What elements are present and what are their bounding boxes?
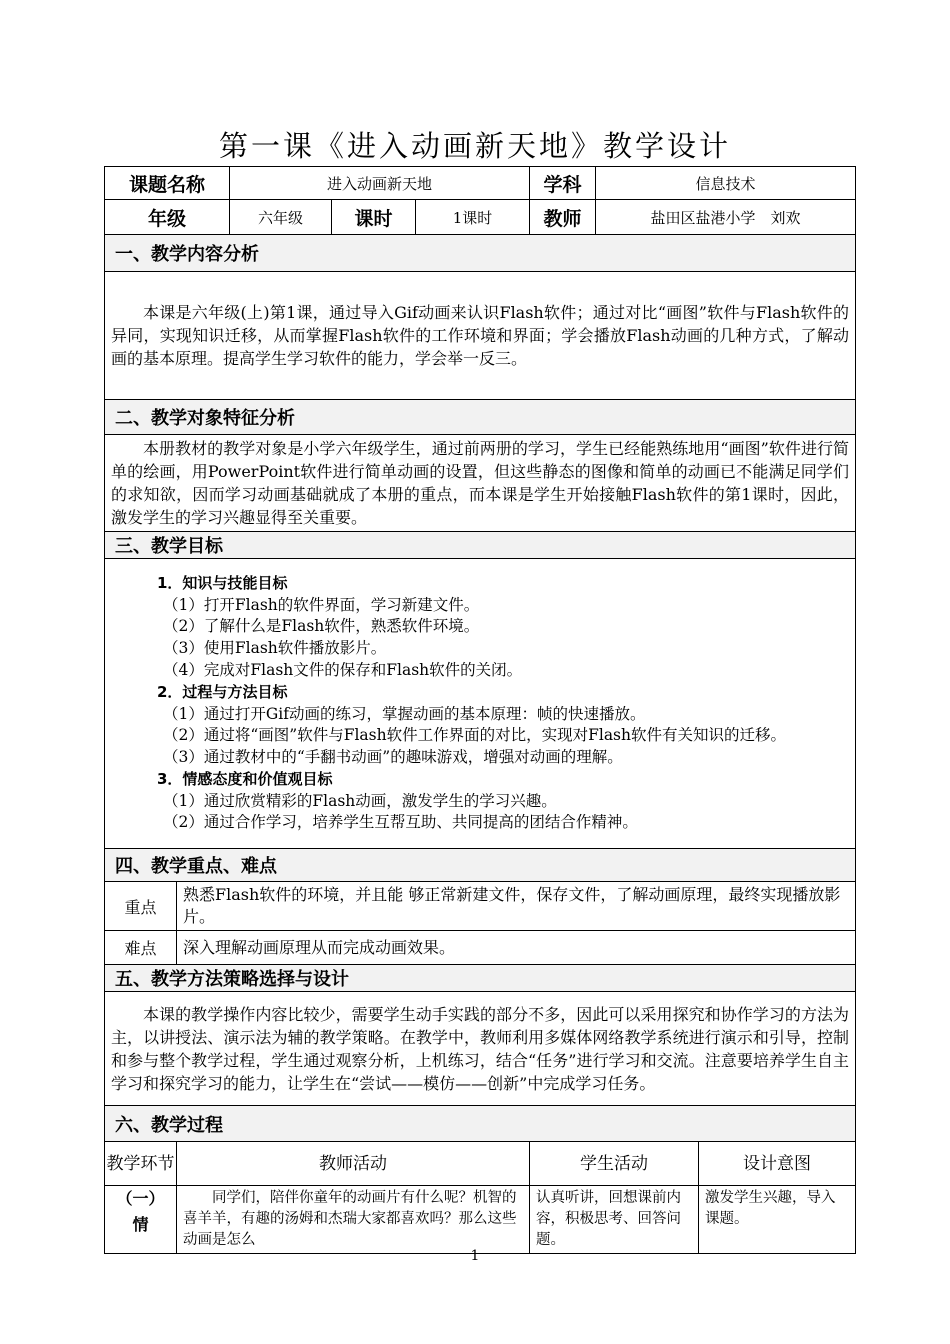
lesson-plan-table xyxy=(104,166,856,1254)
process-col-stage: 教学环节 xyxy=(105,1142,177,1186)
objectives-list xyxy=(105,559,856,849)
page-number: 1 xyxy=(470,1248,480,1264)
objective-item: （1）通过打开Gif动画的练习，掌握动画的基本原理：帧的快速播放。 xyxy=(163,704,646,723)
process-stage-name: 情 xyxy=(132,1215,149,1234)
content-analysis-paragraph: 本课是六年级(上)第1课，通过导入Gif动画来认识Flash软件；通过对比“画图”软件与Flash软件的异同，实现知识迁移，从而掌握Flash软件的工作环境和界面；学会播放Flash动画的几种方式，了解动画的基本原理。提高学生学习软件的能力，学会举一反三。 xyxy=(111,303,850,368)
objective-item: （1）通过欣赏精彩的Flash动画，激发学生的学习兴趣。 xyxy=(163,791,557,810)
section-heading-content-analysis: 一、教学内容分析 xyxy=(105,235,856,272)
objective-item: （2）通过将“画图”软件与Flash软件工作界面的对比，实现对Flash软件有关知识的迁移。 xyxy=(163,726,786,745)
objective-group-title: 2．过程与方法目标 xyxy=(157,682,288,701)
objective-item: （4）完成对Flash文件的保存和Flash软件的关闭。 xyxy=(163,660,523,679)
topic-label: 课题名称 xyxy=(105,167,230,200)
objective-group-title: 1．知识与技能目标 xyxy=(157,573,288,592)
process-stage-cell xyxy=(105,1186,177,1254)
objective-item: （1）打开Flash的软件界面，学习新建文件。 xyxy=(163,595,480,614)
section-heading-methods: 五、教学方法策略选择与设计 xyxy=(105,965,856,992)
process-design-intent: 激发学生兴趣，导入课题。 xyxy=(699,1186,856,1254)
difficulty-text: 深入理解动画原理从而完成动画效果。 xyxy=(177,931,856,965)
section-heading-objectives: 三、教学目标 xyxy=(105,532,856,559)
teacher-label: 教师 xyxy=(530,200,596,235)
hours-label: 课时 xyxy=(332,200,416,235)
objective-item: （3）使用Flash软件播放影片。 xyxy=(163,639,387,658)
teacher-value: 盐田区盐港小学 刘欢 xyxy=(596,200,856,235)
objective-item: （2）了解什么是Flash软件，熟悉软件环境。 xyxy=(163,617,480,636)
document-title: 第一课《进入动画新天地》教学设计 xyxy=(218,129,731,163)
key-point-label: 重点 xyxy=(105,882,177,931)
process-col-intent: 设计意图 xyxy=(699,1142,856,1186)
learner-analysis-paragraph: 本册教材的教学对象是小学六年级学生，通过前两册的学习，学生已经能熟练地用“画图”软件进行简单的绘画，用PowerPoint软件进行简单动画的设置，但这些静态的图像和简单的动画已不能满足同学们的求知欲，因而学习动画基础就成了本册的重点，而本课是学生开始接触Flash软件的第1课时，因此，激发学生的学习兴趣显得至关重要。 xyxy=(111,439,850,527)
topic-value: 进入动画新天地 xyxy=(230,167,530,200)
section-heading-process: 六、教学过程 xyxy=(105,1106,856,1142)
process-student-activity: 认真听讲，回想课前内容，积极思考、回答问题。 xyxy=(530,1186,699,1254)
difficulty-label: 难点 xyxy=(105,931,177,965)
section-heading-key-points: 四、教学重点、难点 xyxy=(105,849,856,882)
objective-item: （3）通过教材中的“手翻书动画”的趣味游戏，增强对动画的理解。 xyxy=(163,748,623,767)
key-point-text: 熟悉Flash软件的环境，并且能 够正常新建文件，保存文件，了解动画原理，最终实现播放影片。 xyxy=(177,882,856,931)
objective-group-title: 3．情感态度和价值观目标 xyxy=(157,769,333,788)
learner-analysis-text xyxy=(105,435,856,532)
methods-text xyxy=(105,992,856,1106)
process-col-teacher: 教师活动 xyxy=(177,1142,530,1186)
content-analysis-text xyxy=(105,272,856,400)
grade-value: 六年级 xyxy=(230,200,332,235)
methods-paragraph: 本课的教学操作内容比较少，需要学生动手实践的部分不多，因此可以采用探究和协作学习的方法为主，以讲授法、演示法为辅的教学策略。在教学中，教师利用多媒体网络教学系统进行演示和引导，控制和参与整个教学过程，学生通过观察分析，上机练习，结合“任务”进行学习和交流。注意要培养学生自主学习和探究学习的能力，让学生在“尝试——模仿——创新”中完成学习任务。 xyxy=(111,1004,850,1093)
hours-value: 1课时 xyxy=(416,200,530,235)
subject-label: 学科 xyxy=(530,167,596,200)
subject-value: 信息技术 xyxy=(596,167,856,200)
process-teacher-activity: 同学们，陪伴你童年的动画片有什么呢？机智的喜羊羊，有趣的汤姆和杰瑞大家都喜欢吗？那么这些动画是怎么 xyxy=(177,1186,530,1254)
process-col-student: 学生活动 xyxy=(530,1142,699,1186)
grade-label: 年级 xyxy=(105,200,230,235)
section-heading-learner-analysis: 二、教学对象特征分析 xyxy=(105,400,856,435)
objective-item: （2）通过合作学习，培养学生互帮互助、共同提高的团结合作精神。 xyxy=(163,813,638,832)
process-stage-number: （一） xyxy=(116,1189,165,1208)
